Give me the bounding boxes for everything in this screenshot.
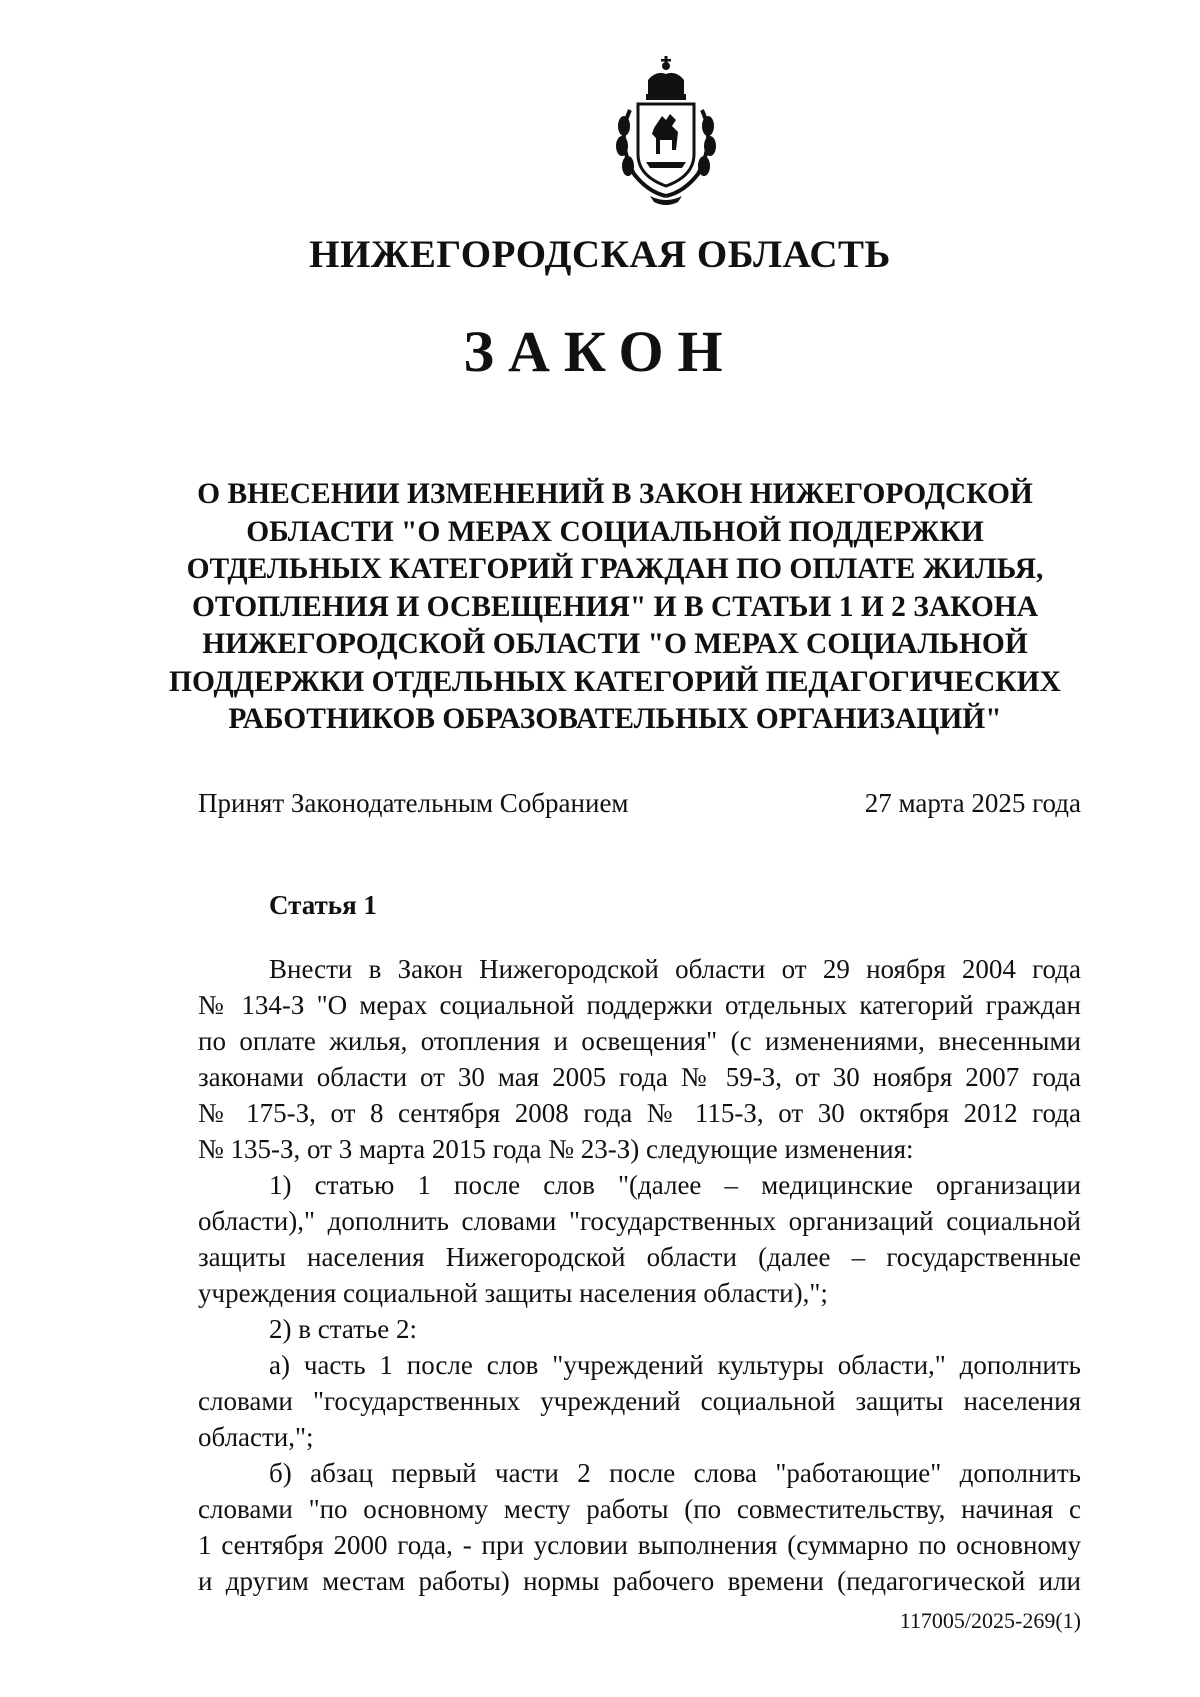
body-line: учреждения социальной защиты населения области),";: [198, 1278, 828, 1308]
document-type: ЗАКОН: [463, 319, 737, 384]
body-line: по оплате жилья, отопления и освещения" (с изменениями, внесенными: [198, 1026, 1081, 1056]
region-name: НИЖЕГОРОДСКАЯ ОБЛАСТЬ: [309, 233, 891, 276]
body-line: законами области от 30 мая 2005 года № 59-З, от 30 ноября 2007 года: [198, 1062, 1081, 1092]
document-code: 117005/2025-269(1): [899, 1608, 1081, 1633]
law-title-line: О ВНЕСЕНИИ ИЗМЕНЕНИЙ В ЗАКОН НИЖЕГОРОДСКОЙ: [197, 478, 1033, 510]
body-line: б) абзац первый части 2 после слова "работающие" дополнить: [269, 1458, 1081, 1488]
body-line: а) часть 1 после слов "учреждений культуры области," дополнить: [269, 1350, 1081, 1380]
body-line: Внести в Закон Нижегородской области от 29 ноября 2004 года: [269, 954, 1081, 984]
body-line: и другим местам работы) нормы рабочего времени (педагогической или: [198, 1566, 1081, 1596]
law-title-line: ПОДДЕРЖКИ ОТДЕЛЬНЫХ КАТЕГОРИЙ ПЕДАГОГИЧЕСКИХ: [169, 665, 1061, 698]
law-title-line: ОБЛАСТИ "О МЕРАХ СОЦИАЛЬНОЙ ПОДДЕРЖКИ: [246, 515, 984, 548]
adoption-label: Принят Законодательным Собранием: [198, 788, 629, 818]
coat-of-arms-drawing: [586, 50, 746, 210]
law-title: [150, 476, 1080, 739]
law-title-line: РАБОТНИКОВ ОБРАЗОВАТЕЛЬНЫХ ОРГАНИЗАЦИЙ": [228, 703, 1002, 735]
law-title-line: НИЖЕГОРОДСКОЙ ОБЛАСТИ "О МЕРАХ СОЦИАЛЬНОЙ: [202, 628, 1028, 660]
law-title-line: ОТОПЛЕНИЯ И ОСВЕЩЕНИЯ" И В СТАТЬИ 1 И 2 ЗАКОНА: [191, 590, 1039, 623]
coat-of-arms-icon: [586, 50, 746, 210]
article-heading: Статья 1: [269, 890, 377, 920]
body-line: № 134-З "О мерах социальной поддержки отдельных категорий граждан: [198, 990, 1081, 1020]
body-line: словами "государственных учреждений социальной защиты населения: [198, 1386, 1081, 1416]
body-line: словами "по основному месту работы (по совместительству, начиная с: [198, 1494, 1081, 1524]
article-body: [198, 951, 1081, 1599]
body-line: области)," дополнить словами "государственных организаций социальной: [198, 1206, 1081, 1236]
body-line: 1 сентября 2000 года, - при условии выполнения (суммарно по основному: [198, 1530, 1081, 1560]
body-line: № 135-З, от 3 марта 2015 года № 23-З) следующие изменения:: [198, 1134, 914, 1164]
body-line: защиты населения Нижегородской области (далее – государственные: [198, 1242, 1081, 1272]
law-title-line: ОТДЕЛЬНЫХ КАТЕГОРИЙ ГРАЖДАН ПО ОПЛАТЕ ЖИЛЬЯ,: [186, 553, 1044, 585]
body-line: 1) статью 1 после слов "(далее – медицинские организации: [269, 1170, 1081, 1200]
body-line: № 175-З, от 8 сентября 2008 года № 115-З, от 30 октября 2012 года: [198, 1098, 1081, 1128]
body-line: области,";: [198, 1422, 314, 1452]
adoption-date: 27 марта 2025 года: [864, 788, 1081, 818]
body-line: 2) в статье 2:: [269, 1314, 417, 1344]
